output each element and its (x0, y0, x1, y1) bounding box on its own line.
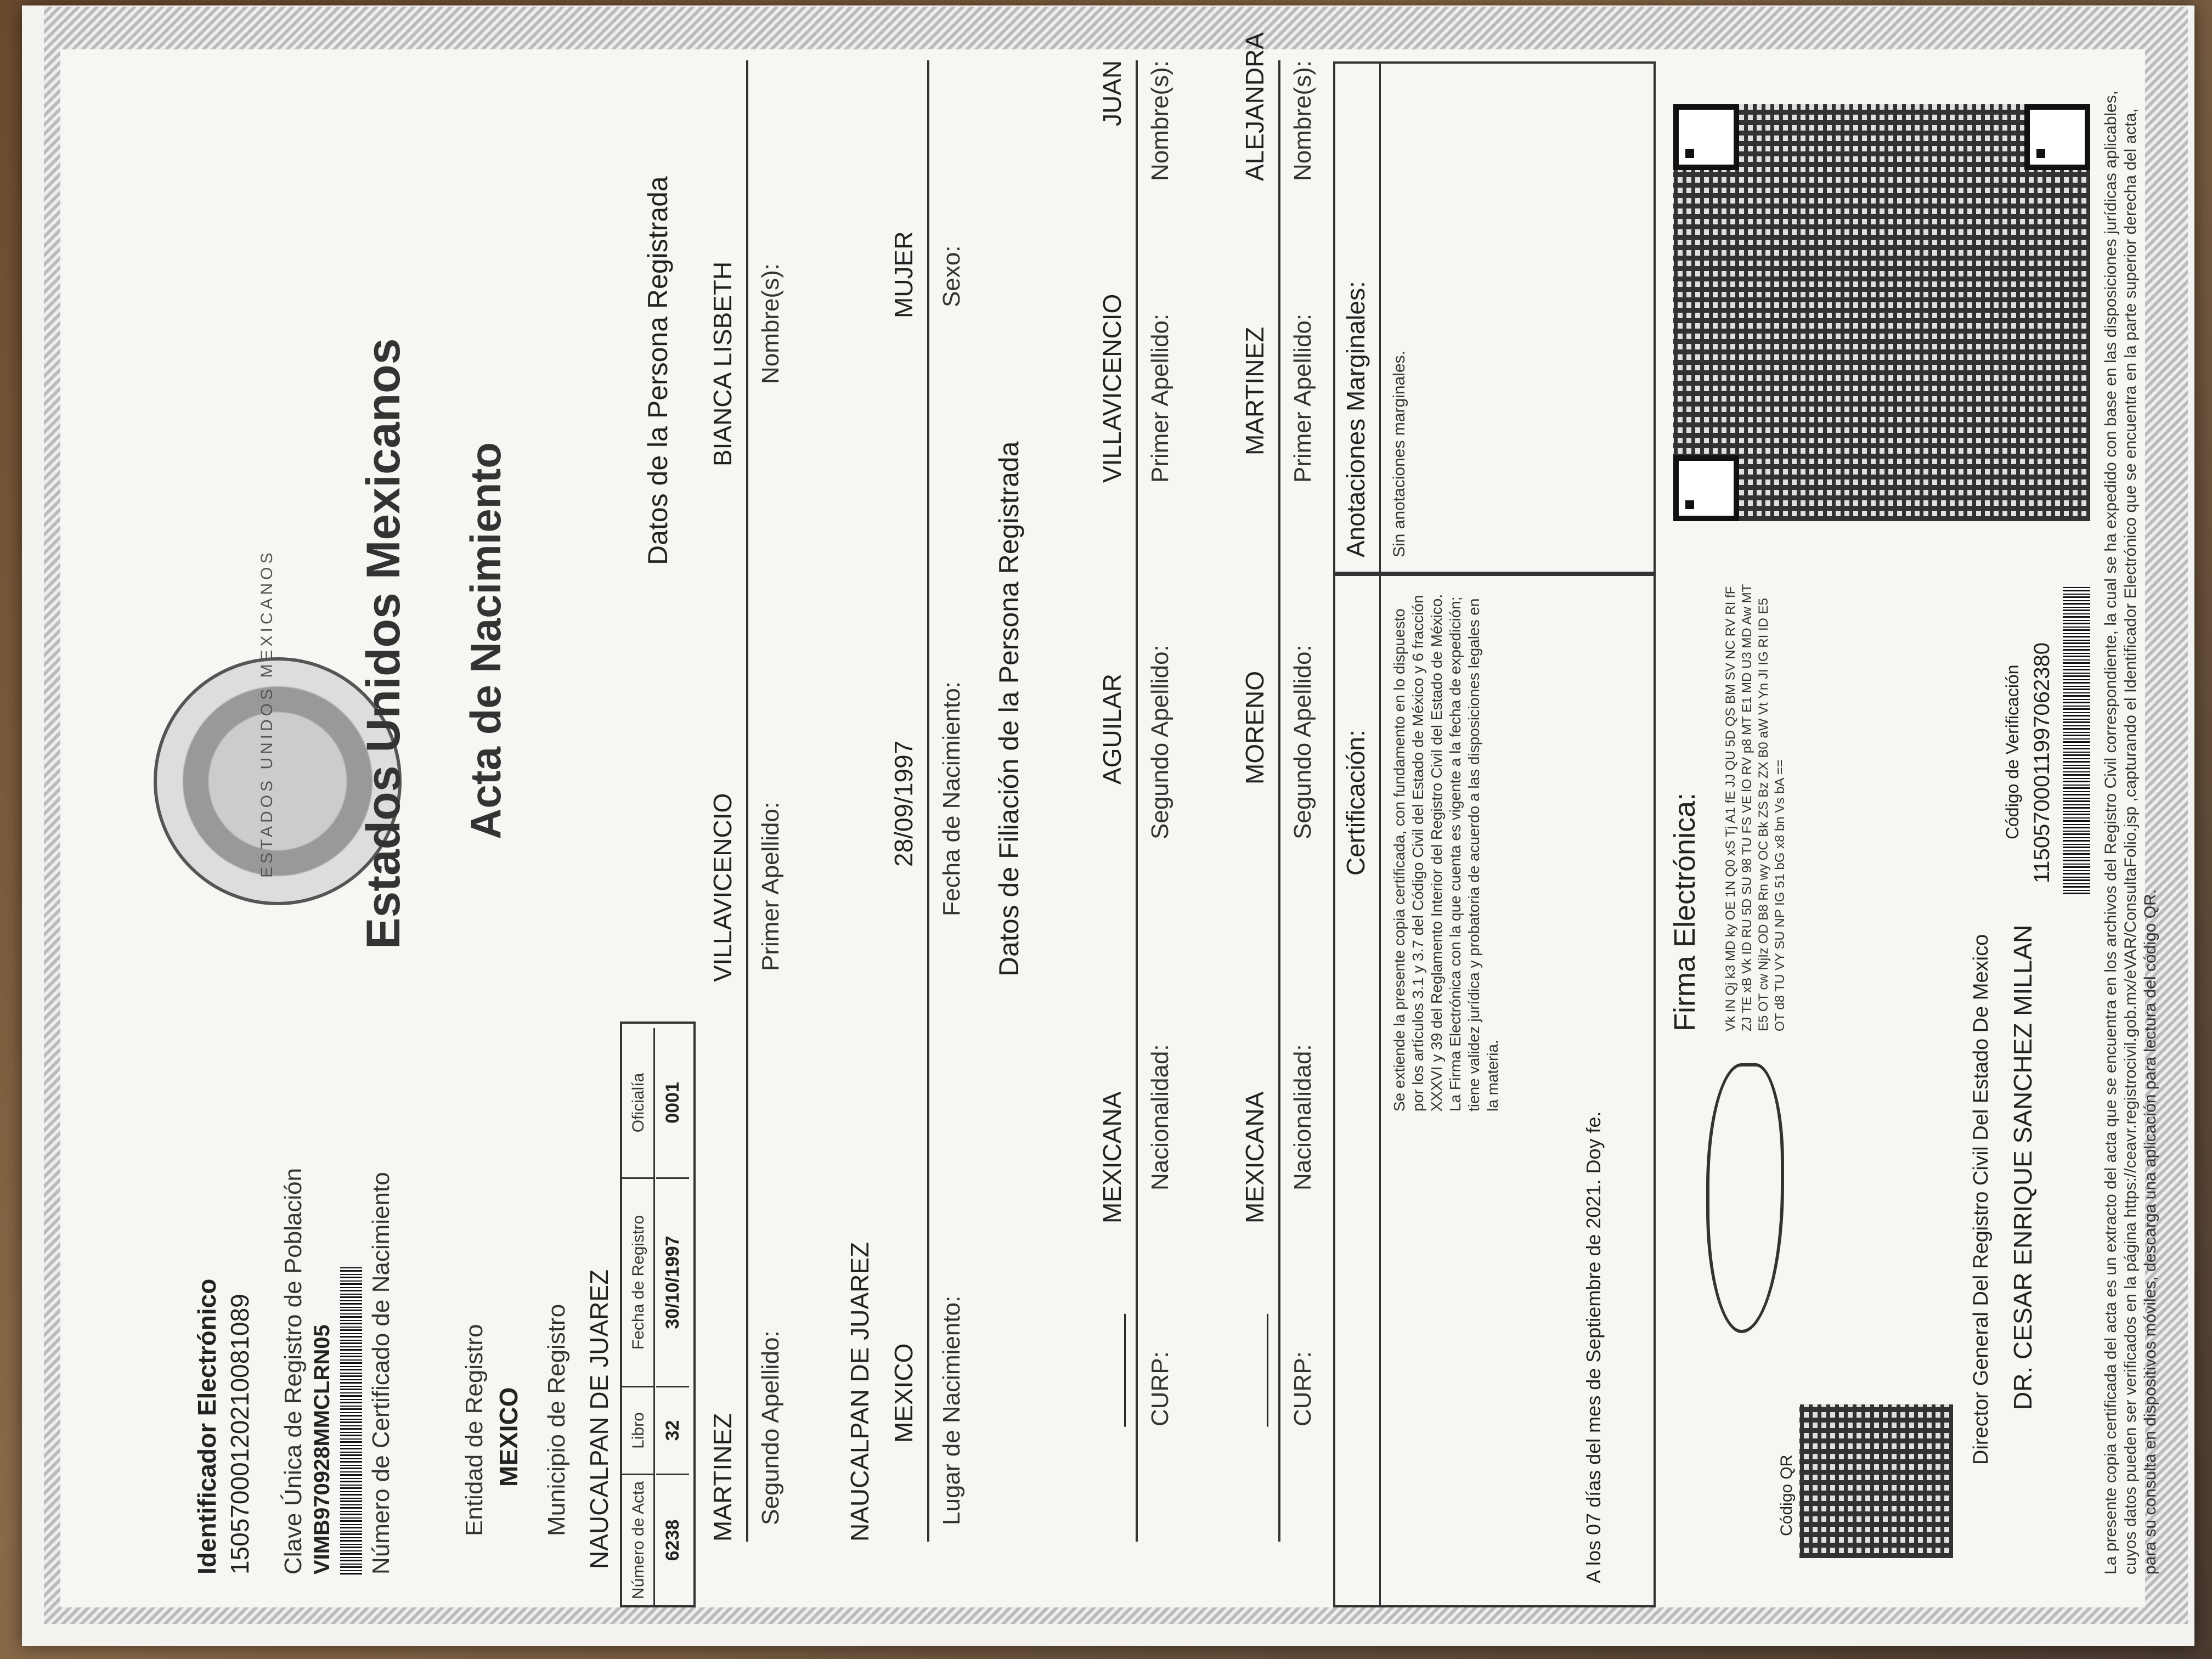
municipio-label: Municipio de Registro (543, 1304, 570, 1536)
father-nombre: JUAN (1098, 60, 1126, 126)
sexo-value: MUJER (889, 231, 918, 318)
father-segundo-label: Segundo Apellido: (1147, 645, 1173, 839)
table-header-libro: Libro (622, 1386, 655, 1474)
mother-primer: MARTINEZ (1240, 326, 1269, 455)
primer-label: Primer Apellido: (757, 802, 784, 971)
fecha-value: 28/09/1997 (889, 740, 918, 867)
table-header-oficialia: Número de Acta (622, 1474, 655, 1605)
table-header-fecha: Fecha de Registro (622, 1177, 655, 1386)
certificate-sheet (22, 5, 2194, 1646)
qr-label: Código QR (1778, 1454, 1796, 1536)
firma-hash: Vk IN Qj k3 MD ky OE 1N Q0 xS Tj A1 fE JJ QU 5D QS BM SV NC RV RI fF ZJ TE xB Vk ID RU 5D SU 98 TU FS VE lO RV p8 MT E1 MD U3 MD Aw MT E5 OT cw NjIz OD B8 Rn wy OC Bk ZS Bz ZX B0 aW Vt Yn JI IG RI ID E5 OT d8 TU VY SU NP IG 51 bG x8 bn Vs bA == (1723, 584, 1787, 1031)
certificacion-text: Se extiende la presente copia certificada, con fundamento en lo dispuesto por los artículos 3.1 y 3.7 del Código Civil del Estado de México y 6 fracción XXXVI y 39 del Reglamento Interior del Registro Civil del Estado de México. La Firma Electrónica con la que cuenta es vigente a la fecha de expedición; tiene validez jurídica y probatoria de acuerdo a las disposiciones legales en la materia. (1391, 594, 1501, 1111)
nombre-value: BIANCA LISBETH (708, 261, 737, 466)
person-section-title: Datos de la Persona Registrada (642, 176, 673, 565)
document-body (60, 32, 2159, 1607)
certificacion-title: Certificación: (1341, 730, 1370, 876)
signature-icon (1706, 1063, 1784, 1333)
father-curp: ________ (1098, 1314, 1126, 1426)
table-value-fecha: 30/10/1997 (656, 1177, 689, 1386)
entity-label: Entidad de Registro (461, 1324, 488, 1536)
nombre-label: Nombre(s): (757, 263, 784, 384)
mother-nacionalidad: MEXICANA (1240, 1091, 1269, 1223)
mother-nombre: ALEJANDRA (1240, 32, 1269, 181)
qr-finder-icon (1673, 104, 1739, 170)
cert-number-label: Número de Certificado de Nacimiento (368, 1172, 394, 1575)
director-name: DR. CESAR ENRIQUE SANCHEZ MILLAN (2008, 924, 2037, 1410)
primer-value: VILLAVICENCIO (708, 793, 737, 982)
director-title: Director General Del Registro Civil Del Estado De Mexico (1970, 934, 1993, 1465)
entity-value: MEXICO (494, 1387, 523, 1487)
lugar-label: Lugar de Nacimiento: (938, 1295, 965, 1525)
firma-title: Firma Electrónica: (1668, 792, 1701, 1031)
verificacion-barcode (2063, 587, 2090, 894)
mother-nacionalidad-label: Nacionalidad: (1289, 1044, 1316, 1190)
anotaciones-text: Sin anotaciones marginales. (1390, 351, 1408, 557)
emblem-text: ESTADOS UNIDOS MEXICANOS (258, 549, 276, 878)
mother-primer-label: Primer Apellido: (1289, 313, 1316, 483)
father-nombre-label: Nombre(s): (1147, 60, 1173, 181)
verificacion-value: 115057000119970​62380 (2030, 642, 2054, 883)
father-nacionalidad: MEXICANA (1098, 1091, 1126, 1223)
father-nacionalidad-label: Nacionalidad: (1147, 1044, 1173, 1190)
anotaciones-box (1333, 61, 1656, 576)
mother-segundo-label: Segundo Apellido: (1289, 645, 1316, 839)
mother-curp: ________ (1240, 1314, 1269, 1426)
divider-name (746, 60, 748, 1542)
footer-text: La presente copia certificada del acta es un extracto del acta que se encuentra en los archivos del Registro Civil correspondiente, la cual se ha expedido con base en las disposiciones jurídicas aplicables, cuyos datos pueden ser verificados en la página https://ceavr.registrocivil.gob.mx/eVAR/ConsultaFolio.jsp ,capturando el Identificador Electrónico que se encuentra en la parte superior derecha del acta, para su consulta en dispositivos móviles, descarga una aplicación para lectura del código QR. (2102, 91, 2159, 1575)
curp-barcode (340, 1267, 362, 1575)
sexo-label: Sexo: (938, 245, 965, 307)
curp-value: VIMB970928MMCLRN05 (310, 1324, 334, 1575)
father-primer: VILLAVICENCIO (1098, 294, 1126, 483)
table-value-oficialia: 0001 (662, 1082, 683, 1124)
father-curp-label: CURP: (1147, 1351, 1173, 1426)
table-value-acta: 6238 (656, 1474, 689, 1605)
mother-segundo: MORENO (1240, 671, 1269, 785)
id-value: 150570001202100810​89 (225, 1294, 254, 1575)
country-title: Estados Unidos Mexicanos (357, 338, 410, 949)
table-value-libro: 32 (656, 1386, 689, 1474)
table-header-numero: Oficialía (622, 1028, 655, 1177)
qr-finder-icon (2024, 104, 2090, 170)
mother-nombre-label: Nombre(s): (1289, 60, 1316, 181)
lugar-value: NAUCALPAN DE JUAREZ (845, 1242, 874, 1542)
divider-father (1136, 60, 1138, 1542)
father-primer-label: Primer Apellido: (1147, 313, 1173, 483)
segundo-label: Segundo Apellido: (757, 1330, 784, 1525)
municipio-value: NAUCALPAN DE JUAREZ (585, 1269, 613, 1569)
certificacion-date: A los 07 días del mes de Septiembre de 2021. Doy fe. (1582, 1111, 1605, 1583)
document-title: Acta de Nacimiento (461, 442, 510, 839)
curp-label: Clave Única de Registro de Población (280, 1167, 307, 1575)
verificacion-label: Código de Verificación (2002, 664, 2022, 839)
anotaciones-title: Anotaciones Marginales: (1341, 281, 1370, 557)
anotaciones-divider (1379, 64, 1381, 574)
lugar-state: MEXICO (889, 1343, 918, 1443)
divider-birth (927, 60, 929, 1542)
father-segundo: AGUILAR (1098, 674, 1126, 785)
id-label: Identificador Electrónico (193, 1278, 221, 1575)
registry-table (620, 1022, 696, 1607)
segundo-value: MARTINEZ (708, 1413, 737, 1542)
filiacion-section-title: Datos de Filiación de la Persona Registrada (994, 441, 1024, 977)
document-rotated (22, 5, 2194, 1646)
certificacion-box (1333, 572, 1656, 1607)
qr-finder-icon (1673, 455, 1739, 521)
small-qr-code (1799, 1404, 1953, 1558)
certificacion-divider (1379, 574, 1381, 1605)
fecha-label: Fecha de Nacimiento: (938, 681, 965, 916)
divider-mother (1278, 60, 1280, 1542)
mother-curp-label: CURP: (1289, 1351, 1316, 1426)
